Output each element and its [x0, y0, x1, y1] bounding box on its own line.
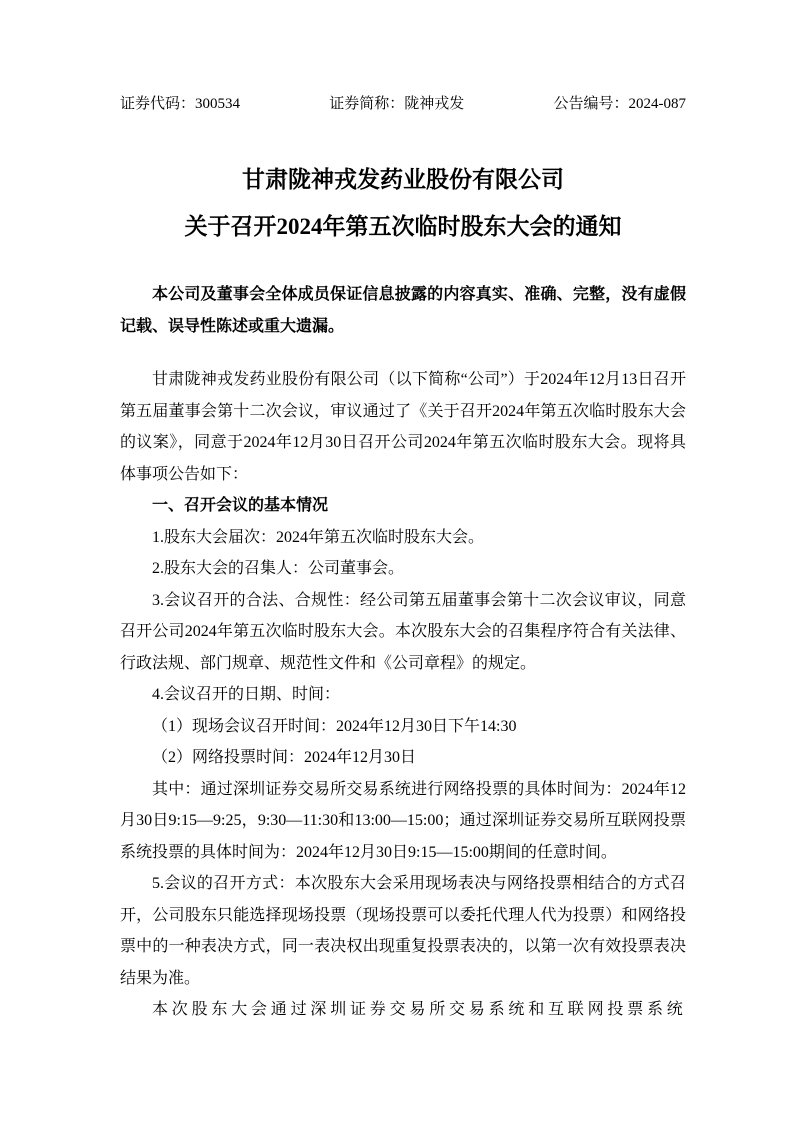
disclaimer-paragraph: 本公司及董事会全体成员保证信息披露的内容真实、准确、完整，没有虚假记载、误导性陈述或重大遗漏。: [120, 286, 686, 335]
continuation-line: 本次股东大会通过深圳证券交易所交易系统和互联网投票系统: [152, 1001, 687, 1018]
onsite-meeting-time-item: （1）现场会议召开时间：2024年12月30日下午14:30: [152, 717, 517, 735]
meeting-convener-item: 2.股东大会的召集人：公司董事会。: [152, 560, 405, 577]
document-header: [120, 96, 686, 112]
intro-paragraph: 甘肃陇神戎发药业股份有限公司（以下简称“公司”）于2024年12月13日召开第五届董事会第十二次会议，审议通过了《关于召开2024年第五次临时股东大会的议案》，同意于2024年12月30日召开公司2024年第五次临时股东大会。现将具体事项公告如下：: [120, 371, 686, 483]
stock-code-label: 证券代码：300534: [120, 96, 241, 112]
online-voting-time-item: （2）网络投票时间：2024年12月30日: [152, 749, 417, 766]
meeting-method-item: 5.会议的召开方式：本次股东大会采用现场表决与网络投票相结合的方式召开，公司股东只能选择现场投票（现场投票可以委托代理人代为投票）和网络投票中的一种表决方式，同一表决权出现重复投票表决的，以第一次有效投票表决结果为准。: [120, 875, 686, 987]
document-title-line1: 甘肃陇神戎发药业股份有限公司: [242, 167, 564, 192]
meeting-session-item: 1.股东大会届次：2024年第五次临时股东大会。: [152, 528, 485, 546]
announcement-number-label: 公告编号：2024-087: [553, 96, 686, 112]
meeting-datetime-item: 4.会议召开的日期、时间：: [152, 686, 341, 703]
voting-time-detail-paragraph: 其中：通过深圳证券交易所交易系统进行网络投票的具体时间为：2024年12月30日9:15—9:25，9:30—11:30和13:00—15:00；通过深圳证券交易所互联网投票系统投票的具体时间为：2024年12月30日9:15—15:00期间的任意时间。: [120, 780, 686, 861]
document-title-line2: 关于召开2024年第五次临时股东大会的通知: [184, 214, 622, 239]
meeting-legality-item: 3.会议召开的合法、合规性：经公司第五届董事会第十二次会议审议，同意召开公司2024年第五次临时股东大会。本次股东大会的召集程序符合有关法律、行政法规、部门规章、规范性文件和《公司章程》的规定。: [120, 591, 686, 672]
section-one-heading: 一、召开会议的基本情况: [152, 497, 329, 514]
stock-short-name-label: 证券简称：陇神戎发: [329, 96, 465, 112]
